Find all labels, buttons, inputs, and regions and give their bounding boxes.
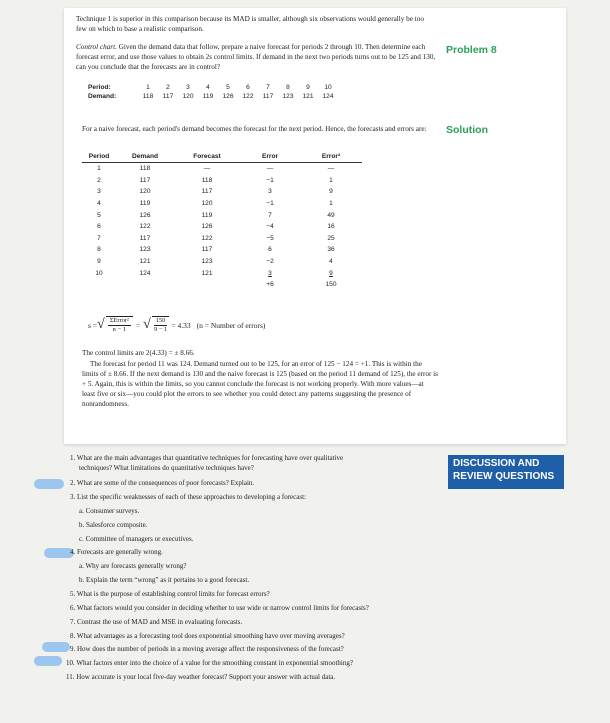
demand-label: Demand: [88, 93, 117, 100]
cell-demand: 124 [139, 269, 151, 277]
highlight-mark [34, 479, 64, 489]
discussion-section [38, 448, 600, 718]
cell-error-squared: 25 [327, 234, 335, 242]
problem-label: Problem 8 [446, 44, 497, 56]
demand-cell: 121 [302, 93, 314, 100]
textbook-page [64, 8, 566, 444]
cell-error-squared: 1 [329, 200, 333, 208]
table-row [82, 209, 362, 221]
solution-conclusion: The forecast for period 11 was 124. Demand turned out to be 125, for an error of 125 − 124 = +1. This is within the limits of ± 8.66. If the next demand is 130 and the naive forecast is 125 (based on the period 11 demand of 125), the error is + 5. Again, this is within the limits, so you cannot conclude the forecast is not working properly. With more values—at least five or six—you could plot the errors to see whether you could detect any patterns suggesting the presence of nonrandomness. [82, 360, 438, 408]
formula-sqrt-1 [106, 316, 133, 334]
cell-error: — [266, 165, 274, 173]
cell-demand: 117 [139, 234, 151, 242]
cell-forecast: 123 [201, 258, 213, 266]
cell-period: 10 [95, 269, 103, 277]
cell-period: 8 [97, 246, 101, 254]
period-cell: 9 [306, 84, 310, 91]
question-9: 9. How does the number of periods in a moving average affect the responsiveness of the forecast? [70, 645, 344, 653]
cell-error: −4 [266, 223, 274, 231]
highlight-mark [42, 642, 70, 652]
header-demand: Demand [131, 153, 158, 160]
table-row [82, 163, 362, 175]
cell-forecast: 118 [201, 176, 213, 184]
demand-cell: 120 [182, 93, 194, 100]
cell-demand: 118 [139, 165, 151, 173]
cell-demand: 119 [139, 200, 151, 208]
period-cell: 5 [226, 84, 230, 91]
demand-cell: 122 [242, 93, 254, 100]
table-row [82, 256, 362, 268]
period-cell: 7 [266, 84, 270, 91]
cell-period: 6 [97, 223, 101, 231]
std-dev-formula [88, 316, 265, 334]
demand-cell: 124 [322, 93, 334, 100]
cell-demand: 122 [139, 223, 151, 231]
solution-table-header [82, 153, 362, 163]
cell-period: 4 [97, 200, 101, 208]
formula-eq: = [135, 320, 141, 330]
solution-intro: For a naive forecast, each period's demand becomes the forecast for the next period. Hence, the forecasts and errors are: [82, 125, 427, 133]
question-3a: a. Consumer surveys. [79, 507, 140, 515]
cell-demand: 123 [139, 246, 151, 254]
demand-cell: 117 [262, 93, 274, 100]
question-3: 3. List the specific weaknesses of each of these approaches to developing a forecast: [70, 493, 306, 501]
question-2: 2. What are some of the consequences of poor forecasts? Explain. [70, 479, 255, 487]
formula-num-1: ΣError² [109, 317, 129, 324]
table-row [82, 244, 362, 256]
cell-error: −5 [266, 234, 274, 242]
formula-note: (n = Number of errors) [196, 320, 266, 330]
problem-data-table [88, 83, 338, 101]
demand-cell: 117 [162, 93, 174, 100]
radical-icon: √ [97, 317, 105, 332]
cell-period: 2 [97, 176, 101, 184]
control-limits-text: The control limits are 2(4.33) = ± 8.66. [82, 349, 195, 357]
question-3c: c. Committee of managers or executives. [79, 535, 194, 543]
period-cell: 3 [186, 84, 190, 91]
period-cell: 4 [206, 84, 210, 91]
demand-row [88, 92, 338, 101]
formula-den-1: n − 1 [112, 326, 126, 333]
period-cell: 6 [246, 84, 250, 91]
formula-s-label: s = [88, 320, 98, 330]
formula-num-2: 150 [155, 317, 166, 324]
solution-table-body [82, 163, 362, 279]
question-1-cont: techniques? What limitations do quantitative techniques have? [79, 464, 254, 472]
cell-forecast: 126 [201, 223, 213, 231]
solution-table [82, 153, 362, 291]
header-period: Period [88, 153, 110, 160]
cell-period: 7 [97, 234, 101, 242]
cell-period: 3 [97, 188, 101, 196]
cell-period: 1 [97, 165, 101, 173]
question-6: 6. What factors would you consider in deciding whether to use wide or narrow control limits for forecasts? [70, 604, 369, 612]
cell-error: 6 [268, 246, 272, 254]
question-10: 10. What factors enter into the choice of a value for the smoothing constant in exponential smoothing? [66, 659, 353, 667]
cell-demand: 121 [139, 258, 151, 266]
cell-error-squared: 16 [327, 223, 335, 231]
cell-demand: 126 [139, 211, 151, 219]
table-row [82, 198, 362, 210]
highlight-mark [34, 656, 62, 666]
cell-error-squared: — [327, 165, 335, 173]
period-cell: 1 [146, 84, 150, 91]
demand-cell: 118 [142, 93, 154, 100]
cell-error-squared: 36 [327, 246, 335, 254]
header-error-squared: Error² [321, 153, 341, 160]
cell-forecast: 117 [201, 188, 213, 196]
cell-forecast: 120 [201, 200, 213, 208]
badge-line-2: REVIEW QUESTIONS [453, 470, 555, 482]
problem-statement [76, 42, 436, 72]
cell-error: 7 [268, 211, 272, 219]
period-row [88, 83, 338, 92]
problem-lead: Control chart. [76, 43, 117, 51]
error-squared-total: 150 [325, 281, 337, 289]
cell-period: 5 [97, 211, 101, 219]
cell-error-squared: 49 [327, 211, 335, 219]
question-3b: b. Salesforce composite. [79, 521, 148, 529]
cell-error: 3 [268, 269, 272, 277]
table-row [82, 267, 362, 279]
question-11: 11. How accurate is your local five-day weather forecast? Support your answer with actual data. [66, 673, 336, 681]
table-row [82, 175, 362, 187]
formula-sqrt-2 [152, 316, 170, 334]
period-cell: 8 [286, 84, 290, 91]
badge-line-1: DISCUSSION AND [453, 458, 540, 469]
question-4a: a. Why are forecasts generally wrong? [79, 562, 187, 570]
error-total: +6 [266, 281, 274, 289]
question-8: 8. What advantages as a forecasting tool does exponential smoothing have over moving averages? [70, 632, 345, 640]
problem-text: Given the demand data that follow, prepare a naive forecast for periods 2 through 10. Then determine each forecast error, and use those values to obtain 2s control limits. If demand in the next two periods turns out to be 125 and 130, can you conclude that the forecasts are in control? [76, 43, 436, 71]
question-1: 1. What are the main advantages that quantitative techniques for forecasting have over qualitative [70, 454, 344, 462]
question-5: 5. What is the purpose of establishing control limits for forecast errors? [70, 590, 270, 598]
cell-error-squared: 9 [329, 269, 333, 277]
period-cell: 2 [166, 84, 170, 91]
cell-forecast: 119 [201, 211, 213, 219]
cell-error-squared: 9 [329, 188, 333, 196]
demand-cell: 119 [202, 93, 214, 100]
question-4b: b. Explain the term “wrong” as it pertains to a good forecast. [79, 576, 250, 584]
period-cell: 10 [324, 84, 332, 91]
cell-forecast: 117 [201, 246, 213, 254]
cell-demand: 120 [139, 188, 151, 196]
header-error: Error [261, 153, 279, 160]
cell-forecast: 122 [201, 234, 213, 242]
cell-error: 3 [268, 188, 272, 196]
cell-error-squared: 4 [329, 258, 333, 266]
header-forecast: Forecast [193, 153, 221, 160]
table-row [82, 233, 362, 245]
table-row [82, 221, 362, 233]
cell-error: −1 [266, 200, 274, 208]
question-4: 4. Forecasts are generally wrong. [70, 548, 163, 556]
cell-error: −1 [266, 176, 274, 184]
period-label: Period: [88, 84, 111, 91]
formula-den-2: 9 − 1 [153, 326, 168, 333]
question-7: 7. Contrast the use of MAD and MSE in evaluating forecasts. [70, 618, 243, 626]
cell-forecast: — [203, 165, 211, 173]
radical-icon: √ [143, 317, 151, 332]
table-row [82, 186, 362, 198]
demand-cell: 126 [222, 93, 234, 100]
cell-error: −2 [266, 258, 274, 266]
demand-cell: 123 [282, 93, 294, 100]
formula-result: = 4.33 [171, 320, 191, 330]
discussion-badge [448, 455, 564, 489]
cell-period: 9 [97, 258, 101, 266]
cell-forecast: 121 [201, 269, 213, 277]
intro-paragraph: Technique 1 is superior in this comparison because its MAD is smaller, although six observations would generally be too few on which to base a realistic comparison. [76, 15, 424, 33]
cell-error-squared: 1 [329, 176, 333, 184]
solution-totals-row [82, 279, 362, 291]
cell-demand: 117 [139, 176, 151, 184]
solution-label: Solution [446, 124, 488, 136]
